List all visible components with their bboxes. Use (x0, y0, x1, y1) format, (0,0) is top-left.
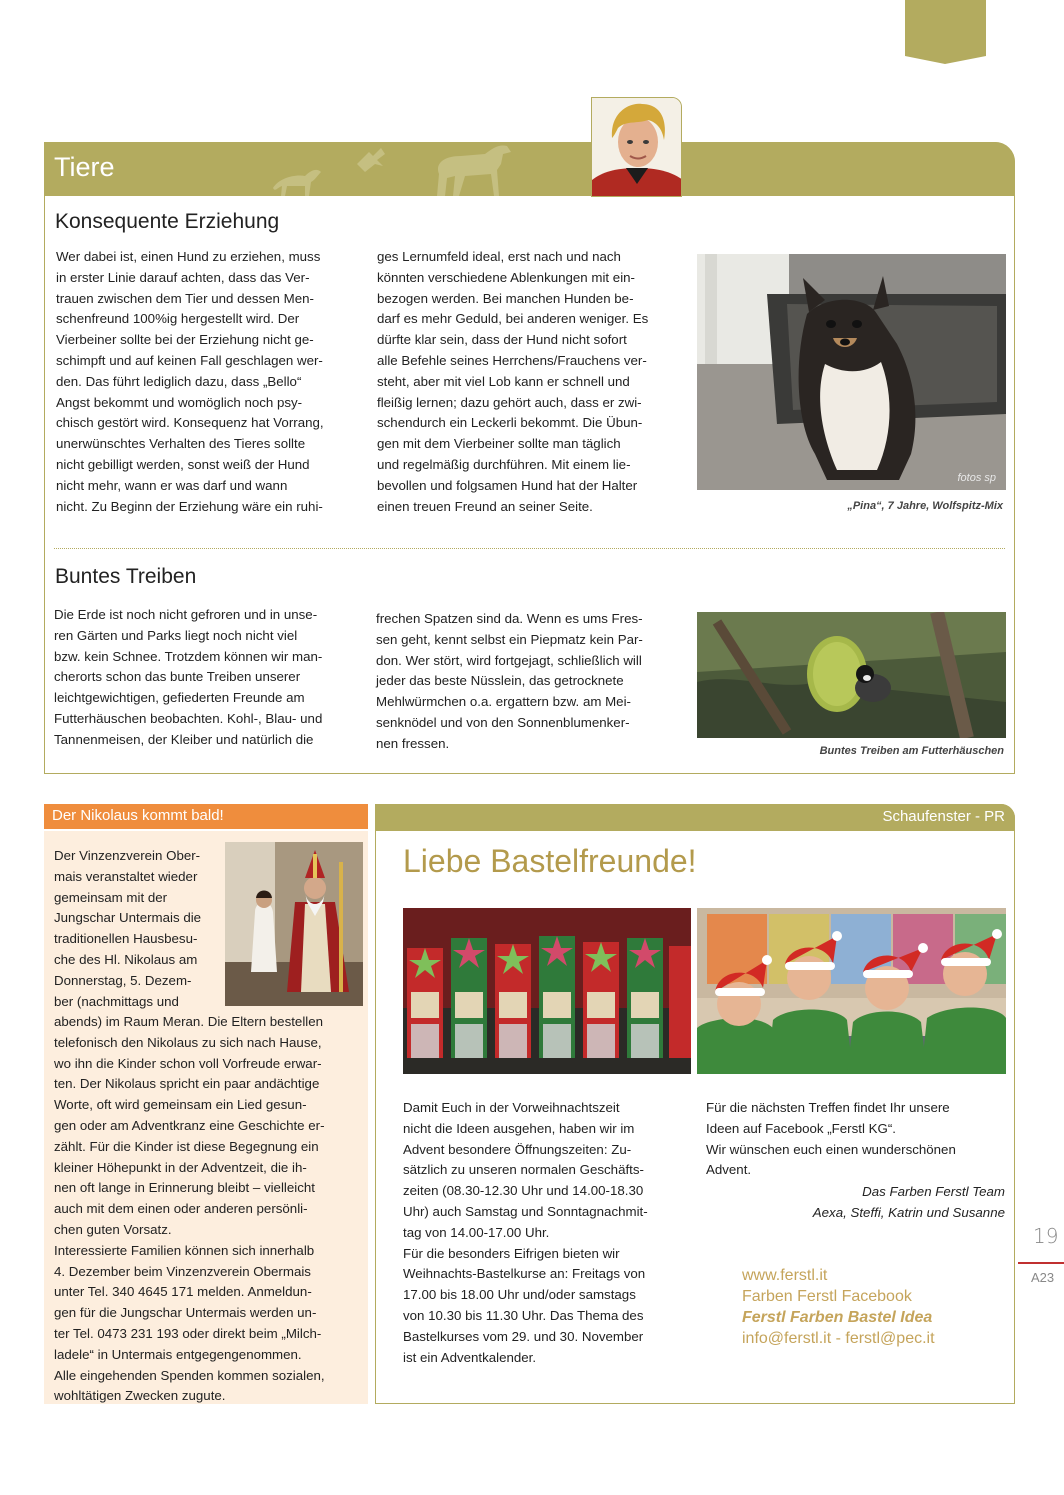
schaufenster-title: Liebe Bastelfreunde! (403, 843, 697, 879)
text-line: bzw. kein Schnee. Trotzdem können wir man- (54, 648, 323, 664)
text-line: leichtgewichtigen, gefiederten Freunde am (54, 690, 305, 706)
text-line: auch mit dem einen oder anderen persönli- (54, 1201, 308, 1217)
email-link[interactable]: info@ferstl.it - ferstl@pec.it (742, 1330, 935, 1347)
text-line: Weihnachts-Bastelkurse an: Freitags von (403, 1266, 646, 1282)
text-line: ladele“ in Untermais entgegengenommen. (54, 1346, 302, 1362)
nikolaus-photo (225, 842, 363, 1006)
text-line: alle Befehle seines Herrchens/Frauchens ver- (377, 352, 647, 368)
text-line: 4. Dezember beim Vinzenzverein Obermais (54, 1263, 311, 1279)
text-line: schenfreund 100%ig hergestellt wird. Der (56, 311, 300, 327)
text-line: ter Tel. 0473 231 193 oder direkt beim „Milch- (54, 1325, 322, 1341)
text-line: Für die nächsten Treffen findet Ihr unsere (706, 1100, 950, 1115)
text-line: ren Gärten und Parks liegt noch nicht viel (54, 627, 298, 643)
text-line: Bastelkurses vom 29. und 30. November (403, 1328, 644, 1344)
article-treiben-column-2 (376, 609, 688, 755)
text-line: Jungschar Untermais die (54, 910, 202, 926)
text-line: und regelmäßig durchführen. Mit einem lie- (377, 456, 631, 472)
text-line: Interessierte Familien können sich innerhalb (54, 1242, 315, 1258)
section-divider (54, 548, 1005, 549)
text-line: wohltätigen Zwecken zugute. (54, 1388, 226, 1404)
text-line: Für die besonders Eifrigen bieten wir (403, 1245, 620, 1261)
text-line: zeiten (08.30-12.30 Uhr und 14.00-18.30 (403, 1183, 644, 1199)
text-line: schimpft und auf keinen Fall geschlagen wer- (56, 352, 323, 368)
text-line: Alle eingehenden Spenden kommen sozialen, (54, 1367, 325, 1383)
text-line: steht, aber mit viel Lob kann er schnell und (377, 373, 630, 389)
article-erziehung-column-2 (377, 247, 687, 517)
article-erziehung-column-1 (56, 247, 356, 517)
text-line: telefonisch den Nikolaus zu sich nach Hause, (54, 1034, 322, 1050)
text-line: schendurch ein Leckerli bekommt. Die Übun- (377, 415, 643, 431)
text-line: frechen Spatzen sind da. Wenn es ums Fres- (376, 611, 643, 626)
text-line: che des Hl. Nikolaus am (54, 951, 198, 967)
text-line: Der Vinzenzverein Ober- (54, 848, 201, 863)
text-line: bevollen und folgsamen Hund hat der Halter (377, 477, 638, 493)
text-line: Tannenmeisen, der Kleiber und natürlich die (54, 731, 314, 747)
text-line: mais veranstaltet wieder (54, 868, 198, 884)
text-line: Angst bekommt und womöglich noch psy- (56, 394, 303, 410)
text-line: abends) im Raum Meran. Die Eltern bestellen (54, 1014, 324, 1029)
text-line: kleiner Höhepunkt in der Adventzeit, die ih- (54, 1159, 307, 1175)
text-line: den. Das führt lediglich dazu, dass „Bello“ (56, 373, 302, 389)
text-line: gen oder am Adventkranz eine Geschichte er- (54, 1117, 325, 1133)
text-line: Uhr) auch Samstag und Sonntagnachmit- (403, 1203, 648, 1219)
text-line: dürfte klar sein, dass der Hund nicht sofort (377, 332, 627, 348)
text-line: nen fressen. (376, 735, 450, 751)
crafts-photo (403, 908, 691, 1074)
page-rule (1018, 1262, 1064, 1264)
text-line: gen mit dem Vierbeiner sollte man täglich (377, 436, 621, 452)
text-line: sätzlich zu unseren normalen Geschäfts- (403, 1162, 644, 1178)
article-treiben-column-1 (54, 605, 364, 751)
text-line: nicht mehr, wann er was darf und wann (56, 477, 288, 493)
text-line: Wir wünschen euch einen wunderschönen (706, 1141, 956, 1157)
contact-links (742, 1265, 935, 1349)
text-line: chen guten Vorsatz. (54, 1221, 172, 1237)
signature-names: Aexa, Steffi, Katrin und Susanne (812, 1205, 1005, 1220)
text-line: gemeinsam mit der (54, 889, 168, 905)
nikolaus-heading: Der Nikolaus kommt bald! (52, 807, 224, 824)
article-title-erziehung: Konsequente Erziehung (55, 210, 280, 233)
text-line: könnten verschiedene Ablenkungen mit ein- (377, 269, 635, 285)
text-line: senknödel und von den Sonnenblumenker- (376, 714, 630, 730)
text-line: nicht. Zu Beginn der Erziehung wäre ein ruhi- (56, 498, 323, 514)
animal-silhouettes-icon (265, 140, 525, 198)
text-line: trauen zwischen dem Tier und dessen Men- (56, 290, 314, 306)
text-line: zählt. Für die Kinder ist diese Begegnung ein (54, 1138, 319, 1154)
text-line: in erster Linie darauf achten, dass das Ver- (56, 269, 310, 285)
photo-credit: fotos sp (957, 472, 996, 484)
page-number: 19 (1033, 1224, 1059, 1248)
dog-photo (697, 254, 1006, 490)
schaufenster-column-1 (403, 1098, 693, 1368)
text-line: ist ein Adventkalender. (403, 1349, 537, 1365)
text-line: Die Erde ist noch nicht gefroren und in unse- (54, 607, 318, 622)
text-line: traditionellen Hausbesu- (54, 931, 198, 947)
text-line: Advent besondere Öffnungszeiten: Zu- (403, 1141, 632, 1157)
text-line: unter Tel. 340 4645 171 melden. Anmeldun- (54, 1284, 312, 1300)
text-line: von 10.30 bis 11.30 Uhr. Das Thema des (403, 1307, 644, 1323)
page-code: A23 (1031, 1270, 1055, 1285)
bird-photo-caption: Buntes Treiben am Futterhäuschen (819, 745, 1004, 757)
facebook-link[interactable]: Farben Ferstl Facebook (742, 1288, 912, 1305)
text-line: ten. Der Nikolaus spricht ein paar andächtige (54, 1076, 320, 1092)
schaufenster-tag: Schaufenster - PR (882, 808, 1005, 825)
text-line: Advent. (706, 1162, 752, 1178)
text-line: 17.00 bis 18.00 Uhr und/oder samstags (403, 1287, 636, 1303)
text-line: gen für die Jungschar Untermais werden un- (54, 1305, 317, 1321)
text-line: wo ihn die Kinder schon voll Vorfreude erwar- (54, 1055, 322, 1071)
idea-link[interactable]: Ferstl Farben Bastel Idea (742, 1309, 933, 1326)
bird-feeder-photo (697, 612, 1006, 738)
text-line: nicht gebilligt werden, sonst weiß der Hund (56, 456, 310, 472)
text-line: einen treuen Freund an seiner Seite. (377, 498, 593, 514)
text-line: darf es mehr Geduld, bei anderen weniger. Es (377, 311, 649, 327)
section-title: Tiere (54, 152, 115, 182)
text-line: nicht die Ideen ausgehen, haben wir im (403, 1120, 635, 1136)
text-line: sen geht, kennt selbst ein Piepmatz kein Par- (376, 631, 643, 647)
schaufenster-column-2 (706, 1098, 1006, 1181)
author-portrait (591, 97, 682, 197)
text-line: Ideen auf Facebook „Ferstl KG“. (706, 1120, 896, 1136)
section-tab-marker (905, 0, 986, 64)
text-line: Worte, oft wird gemeinsam ein Lied gesun- (54, 1097, 307, 1113)
text-line: cherorts schon das bunte Treiben unserer (54, 669, 301, 685)
text-line: Vierbeiner sollte bei der Erziehung nicht ge- (56, 332, 314, 348)
website-link[interactable]: www.ferstl.it (742, 1267, 828, 1284)
text-line: fleißig lernen; dazu gehört auch, dass er zwi- (377, 394, 642, 410)
text-line: Damit Euch in der Vorweihnachtszeit (403, 1100, 620, 1115)
text-line: Donnerstag, 5. Dezem- (54, 972, 192, 988)
text-line: jeder das beste Nüsslein, das getrocknete (376, 673, 624, 689)
nikolaus-text-wide (54, 1012, 364, 1407)
text-line: tag von 14.00-17.00 Uhr. (403, 1224, 550, 1240)
tiere-header-bar (44, 142, 1015, 196)
text-line: Futterhäuschen beobachten. Kohl-, Blau- und (54, 710, 323, 726)
team-photo (697, 908, 1006, 1074)
text-line: chisch gestört wird. Konsequenz hat Vorrang, (56, 415, 324, 431)
article-title-buntes-treiben: Buntes Treiben (55, 565, 197, 588)
text-line: Mehlwürmchen o.a. ergattern bzw. am Mei- (376, 694, 631, 710)
text-line: bezogen werden. Bei manchen Hunden be- (377, 290, 634, 306)
text-line: ges Lernumfeld ideal, erst nach und nach (377, 249, 621, 264)
nikolaus-text-narrow (54, 846, 224, 1012)
signature-team: Das Farben Ferstl Team (862, 1184, 1005, 1199)
text-line: unerwünschtes Verhalten des Tieres sollte (56, 436, 306, 452)
text-line: Wer dabei ist, einen Hund zu erziehen, muss (56, 249, 321, 264)
dog-photo-caption: „Pina“, 7 Jahre, Wolfspitz-Mix (847, 500, 1003, 512)
text-line: don. Wer stört, wird fortgejagt, schließlich will (376, 652, 642, 668)
text-line: ber (nachmittags und (54, 993, 179, 1009)
text-line: nen oft lange in Erinnerung bleibt – vielleicht (54, 1180, 315, 1196)
